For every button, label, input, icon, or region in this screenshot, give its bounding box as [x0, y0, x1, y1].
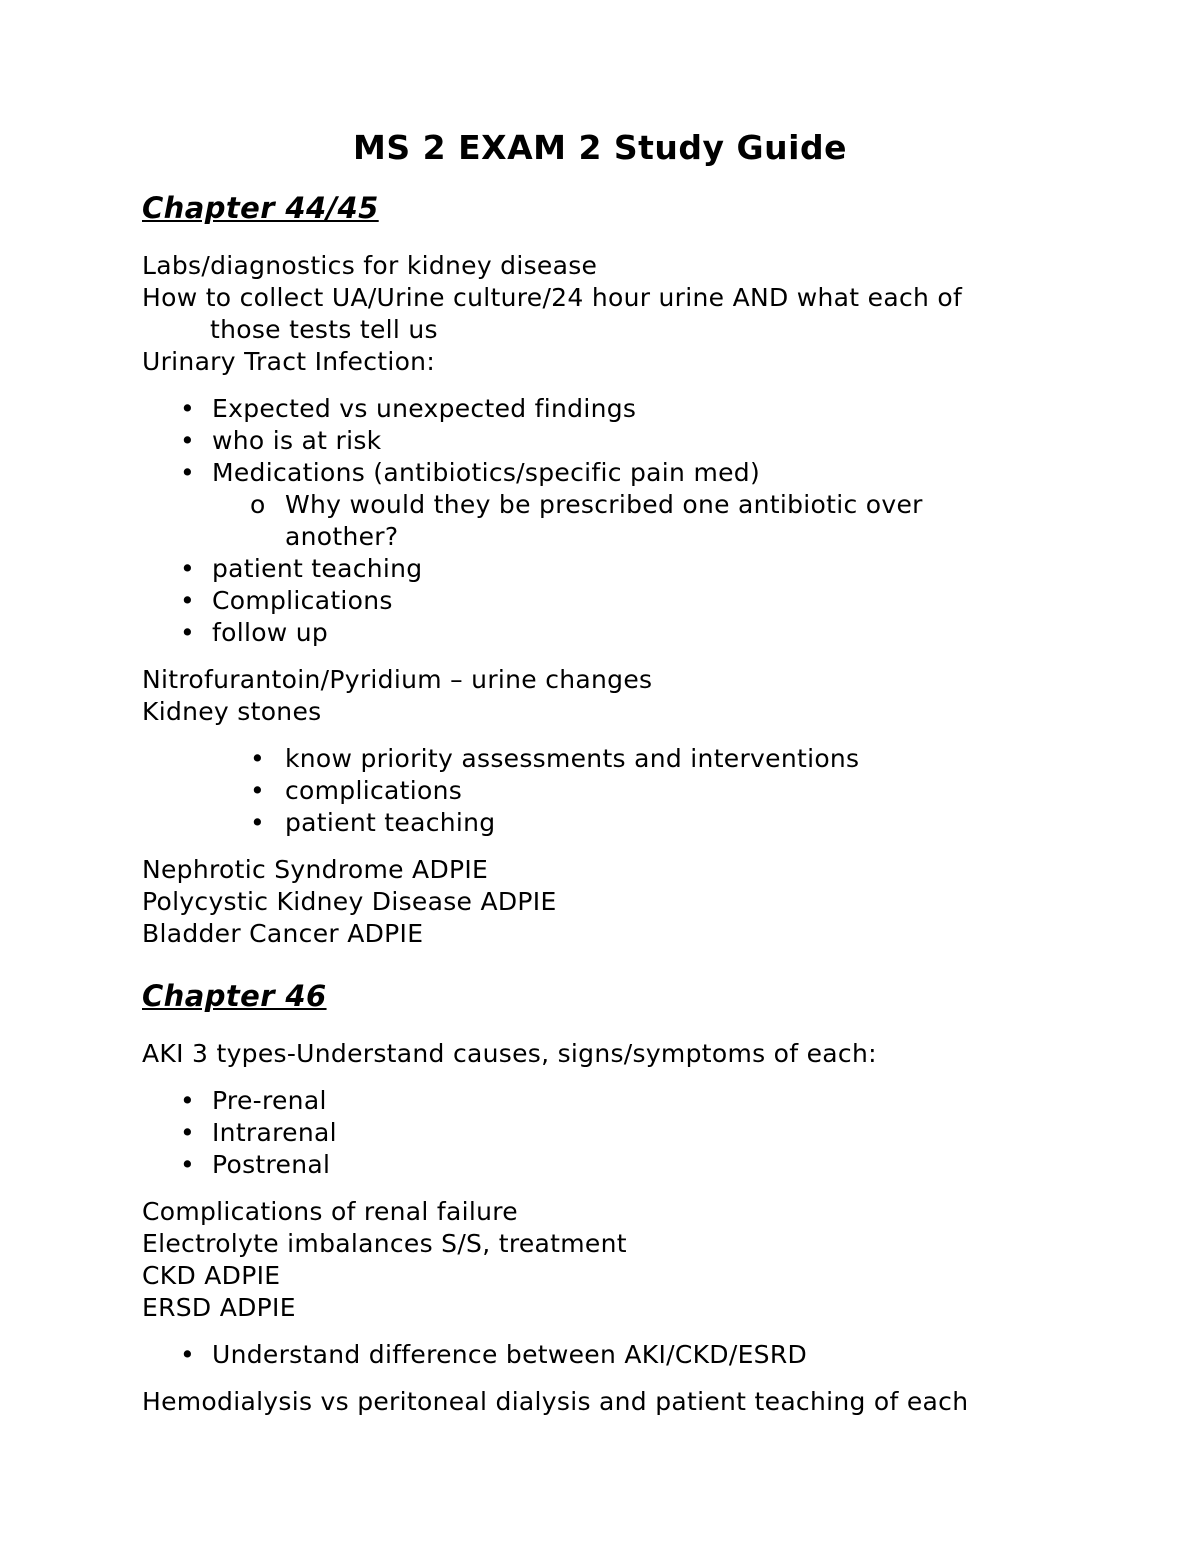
paragraph-line: Urinary Tract Infection: — [142, 347, 436, 376]
list-item — [142, 457, 1160, 489]
aki-types-bullet-list — [142, 1085, 1160, 1181]
paragraph-line: Electrolyte imbalances S/S, treatment — [142, 1229, 627, 1258]
bullet-icon: • — [180, 1340, 196, 1369]
list-item — [142, 617, 1160, 649]
paragraph-adpie — [142, 854, 1160, 950]
bullet-icon: • — [250, 744, 266, 773]
chapter-heading-44-45: Chapter 44/45 — [142, 191, 379, 225]
list-item-text: who is at risk — [212, 426, 382, 455]
list-item — [142, 807, 1160, 839]
list-item — [142, 393, 1160, 425]
list-item-line: another? — [285, 522, 399, 551]
paragraph-line: Hemodialysis vs peritoneal dialysis and patient teaching of each — [142, 1387, 969, 1416]
list-item — [142, 1149, 1160, 1181]
list-item — [142, 425, 1160, 457]
paragraph-line-continuation: those tests tell us — [210, 315, 438, 344]
paragraph-line: How to collect UA/Urine culture/24 hour urine AND what each of — [142, 283, 963, 312]
list-item — [142, 585, 1160, 617]
kidney-stones-bullet-list — [142, 743, 1160, 839]
list-item — [142, 775, 1160, 807]
bullet-icon: • — [180, 586, 196, 615]
bullet-icon: • — [180, 1086, 196, 1115]
paragraph-line: Labs/diagnostics for kidney disease — [142, 251, 598, 280]
document-body — [0, 190, 1200, 1418]
list-item-text: Medications (antibiotics/specific pain med) — [212, 458, 760, 487]
document-title: MS 2 EXAM 2 Study Guide — [353, 128, 847, 167]
chapter-heading-46: Chapter 46 — [142, 979, 327, 1013]
list-item-text: Intrarenal — [212, 1118, 337, 1147]
bullet-icon: • — [180, 1118, 196, 1147]
list-item-text: know priority assessments and interventions — [285, 744, 860, 773]
sub-list-item — [142, 489, 1160, 553]
paragraph-line: AKI 3 types-Understand causes, signs/symptoms of each: — [142, 1039, 877, 1068]
bullet-icon: • — [180, 394, 196, 423]
bullet-icon: • — [250, 808, 266, 837]
bullet-icon: • — [250, 776, 266, 805]
list-item-line: Why would they be prescribed one antibiotic over — [285, 490, 923, 519]
list-item-text: Postrenal — [212, 1150, 331, 1179]
list-item — [142, 743, 1160, 775]
paragraph-line: Bladder Cancer ADPIE — [142, 919, 424, 948]
paragraph-line: Polycystic Kidney Disease ADPIE — [142, 887, 557, 916]
paragraph-nitrofurantoin — [142, 664, 1160, 728]
bullet-icon: • — [180, 1150, 196, 1179]
bullet-icon: • — [180, 426, 196, 455]
list-item-text: Expected vs unexpected findings — [212, 394, 637, 423]
list-item — [142, 1117, 1160, 1149]
list-item-text: Complications — [212, 586, 393, 615]
list-item-text: Pre-renal — [212, 1086, 327, 1115]
paragraph-aki-intro — [142, 1038, 1160, 1070]
paragraph-dialysis — [142, 1386, 1160, 1418]
paragraph-line: Kidney stones — [142, 697, 322, 726]
list-item-text: patient teaching — [212, 554, 423, 583]
paragraph-labs-intro — [142, 250, 1160, 378]
list-item-text: complications — [285, 776, 463, 805]
paragraph-line: ERSD ADPIE — [142, 1293, 296, 1322]
circle-bullet-icon: o — [250, 490, 266, 519]
list-item — [142, 1085, 1160, 1117]
paragraph-line: Nephrotic Syndrome ADPIE — [142, 855, 489, 884]
bullet-icon: • — [180, 554, 196, 583]
paragraph-line: Nitrofurantoin/Pyridium – urine changes — [142, 665, 653, 694]
list-item — [142, 553, 1160, 585]
list-item-text: patient teaching — [285, 808, 496, 837]
list-item — [142, 1339, 1160, 1371]
paragraph-renal-failure — [142, 1196, 1160, 1324]
difference-bullet-list — [142, 1339, 1160, 1371]
paragraph-line: CKD ADPIE — [142, 1261, 281, 1290]
list-item-text: follow up — [212, 618, 329, 647]
uti-bullet-list — [142, 393, 1160, 649]
bullet-icon: • — [180, 618, 196, 647]
list-item-text: Understand difference between AKI/CKD/ESRD — [212, 1340, 808, 1369]
list-item-text — [285, 489, 1160, 553]
bullet-icon: • — [180, 458, 196, 487]
paragraph-line: Complications of renal failure — [142, 1197, 518, 1226]
